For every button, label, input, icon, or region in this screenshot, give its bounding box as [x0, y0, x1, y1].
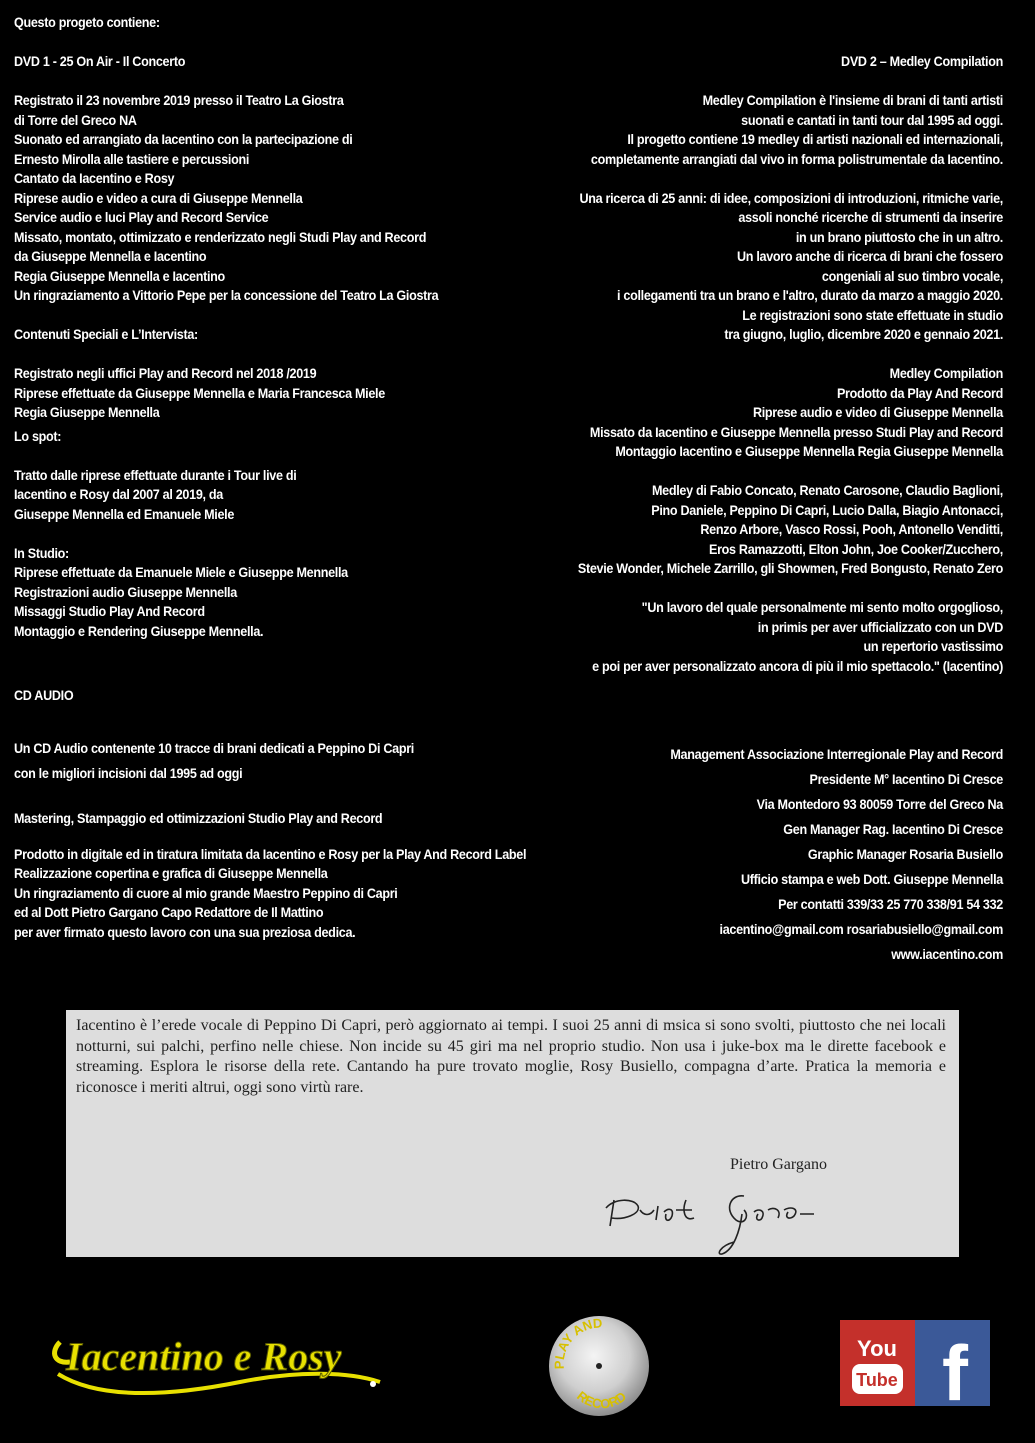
dvd1-line: Registrato il 23 novembre 2019 presso il Teatro La Giostra: [14, 92, 344, 108]
spot-line: Tratto dalle riprese effettuate durante i Tour live di: [14, 466, 297, 483]
quote-line: un repertorio vastissimo: [863, 638, 1003, 654]
record-logo-bottom-text: RECORD: [574, 1388, 630, 1412]
dvd1-line: Riprese audio e video a cura di Giuseppe Mennella: [14, 189, 303, 206]
signature-image: [594, 1180, 894, 1255]
credits-line: per aver firmato questo lavoro con una sua preziosa dedica.: [14, 923, 356, 940]
dvd1-line: Un ringraziamento a Vittorio Pepe per la concessione del Teatro La Giostra: [14, 287, 439, 303]
play-and-record-logo: [546, 1313, 652, 1419]
right-column: [499, 52, 1003, 967]
youtube-icon[interactable]: [840, 1320, 915, 1406]
desc-line: completamente arrangiati dal vivo in forma polistrumentale da Iacentino.: [590, 150, 1003, 167]
brand-text: Iacentino e Rosy: [66, 1334, 342, 1379]
dvd1-title: DVD 1 - 25 On Air - Il Concerto: [14, 53, 186, 69]
dvd1-line: Service audio e luci Play and Record Service: [14, 209, 269, 225]
dvd1-line: da Giuseppe Mennella e Iacentino: [14, 248, 207, 264]
management-line: Graphic Manager Rosaria Busiello: [807, 846, 1003, 862]
intro-heading: Questo progeto contiene:: [14, 14, 160, 30]
artists-line: Stevie Wonder, Michele Zarrillo, gli Showmen, Fred Bongusto, Renato Zero: [577, 560, 1003, 576]
dvd1-line: Cantato da Iacentino e Rosy: [14, 170, 175, 186]
quote-line: in primis per aver ufficializzato con un DVD: [757, 618, 1003, 635]
spot-line: Giuseppe Mennella ed Emanuele Miele: [14, 505, 235, 522]
quote-line: "Un lavoro del quale personalmente mi sento molto orgoglioso,: [641, 599, 1003, 615]
desc-line: Il progetto contiene 19 medley di artisti nazionali ed internazionali,: [627, 131, 1003, 147]
desc-line: Le registrazioni sono state effettuate in studio: [742, 306, 1003, 323]
mastering-line: Mastering, Stampaggio ed ottimizzazioni Studio Play and Record: [14, 809, 383, 826]
desc-line: suonati e cantati in tanti tour dal 1995 ad oggi.: [741, 111, 1003, 128]
record-logo-top-text: PLAY AND: [551, 1315, 603, 1370]
artists-line: Eros Ramazzotti, Elton John, Joe Cooker/Zucchero,: [708, 540, 1003, 557]
management-line: Via Montedoro 93 80059 Torre del Greco Na: [756, 796, 1003, 812]
studio-line: Registrazioni audio Giuseppe Mennella: [14, 583, 237, 600]
credits-line: Un ringraziamento di cuore al mio grande Maestro Peppino di Capri: [14, 884, 398, 901]
quote-line: e poi per aver personalizzato ancora di più il mio spettacolo." (Iacentino): [592, 657, 1003, 674]
management-line: Ufficio stampa e web Dott. Giuseppe Mennella: [741, 871, 1003, 887]
artists-line: Medley di Fabio Concato, Renato Carosone, Claudio Baglioni,: [651, 482, 1003, 498]
cd-audio-title: CD AUDIO: [14, 687, 74, 703]
spot-title: Lo spot:: [14, 427, 62, 444]
contact-phones: Per contatti 339/33 25 770 338/91 54 332: [778, 896, 1003, 912]
clipping-text: Iacentino è l’erede vocale di Peppino Di Capri, però aggiornato ai tempi. I suoi 25 anni di msica si sono svolti, piuttosto che nei locali notturni, sui palchi, perfino nelle chiese. Non incide su 45 giri ma nel proprio studio. Non usa i juke-box ma le dirette facebook e streaming. Esplora le risorse della rete. Cantando ha pure trovato moglie, Rosy Busiello, compagna d’arte. Pratica la memoria e riconosce i meriti altrui, oggi sono virtù rare.: [76, 1017, 946, 1096]
artists-line: Renzo Arbore, Vasco Rossi, Pooh, Antonello Venditti,: [700, 521, 1003, 537]
youtube-bottom-text: Tube: [856, 1370, 898, 1390]
studio-line: Riprese effettuate da Emanuele Miele e Giuseppe Mennella: [14, 564, 348, 580]
credits-line: Realizzazione copertina e grafica di Giuseppe Mennella: [14, 865, 328, 881]
desc-line: in un brano piuttosto che in un altro.: [795, 228, 1003, 245]
website-link[interactable]: www.iacentino.com: [891, 946, 1003, 962]
social-icons: [840, 1320, 990, 1406]
production-line: Medley Compilation: [889, 365, 1003, 381]
newspaper-clipping: [66, 1010, 959, 1257]
special-line: Registrato negli uffici Play and Record nel 2018 /2019: [14, 365, 317, 381]
cd-line: con le migliori incisioni dal 1995 ad oggi: [14, 764, 243, 781]
youtube-top-text: You: [857, 1336, 897, 1361]
dvd1-line: Suonato ed arrangiato da Iacentino con la partecipazione di: [14, 131, 353, 147]
desc-line: Medley Compilation è l'insieme di brani di tanti artisti: [702, 92, 1003, 108]
desc-line: Una ricerca di 25 anni: di idee, composizioni di introduzioni, ritmiche varie,: [579, 189, 1003, 206]
studio-line: Montaggio e Rendering Giuseppe Mennella.: [14, 622, 264, 639]
production-line: Prodotto da Play And Record: [836, 384, 1003, 401]
credits-line: ed al Dott Pietro Gargano Capo Redattore de Il Mattino: [14, 904, 324, 920]
studio-line: Missaggi Studio Play And Record: [14, 603, 205, 619]
management-line: Management Associazione Interregionale Play and Record: [670, 746, 1003, 762]
artists-line: Pino Daniele, Peppino Di Capri, Lucio Dalla, Biagio Antonacci,: [651, 501, 1003, 518]
desc-line: i collegamenti tra un brano e l'altro, durato da marzo a maggio 2020.: [617, 287, 1003, 303]
dvd1-line: di Torre del Greco NA: [14, 111, 137, 128]
left-column: [14, 13, 572, 942]
special-contents-title: Contenuti Speciali e L’Intervista:: [14, 326, 198, 342]
desc-line: assoli nonché ricerche di strumenti da inserire: [738, 209, 1003, 225]
management-line: Presidente M° Iacentino Di Cresce: [809, 771, 1003, 787]
credits-line: Prodotto in digitale ed in tiratura limitata da Iacentino e Rosy per la Play And Record Label: [14, 845, 527, 862]
management-block: [499, 742, 1003, 967]
contact-emails[interactable]: iacentino@gmail.com rosariabusiello@gmail.com: [719, 921, 1003, 937]
dvd2-title: DVD 2 – Medley Compilation: [841, 53, 1003, 69]
production-line: Montaggio Iacentino e Giuseppe Mennella Regia Giuseppe Mennella: [615, 443, 1003, 459]
desc-line: [499, 169, 1003, 189]
cd-line: Un CD Audio contenente 10 tracce di brani dedicati a Peppino Di Capri: [14, 739, 414, 756]
management-line: Gen Manager Rag. Iacentino Di Cresce: [783, 821, 1003, 837]
facebook-icon[interactable]: [915, 1320, 990, 1406]
spot-line: Iacentino e Rosy dal 2007 al 2019, da: [14, 486, 223, 502]
desc-line: congeniali al suo timbro vocale,: [821, 267, 1003, 284]
dvd1-line: Regia Giuseppe Mennella e Iacentino: [14, 267, 225, 284]
desc-line: tra giugno, luglio, dicembre 2020 e gennaio 2021.: [724, 326, 1003, 342]
special-line: Regia Giuseppe Mennella: [14, 404, 160, 420]
studio-title: In Studio:: [14, 544, 69, 561]
special-line: Riprese effettuate da Giuseppe Mennella e Maria Francesca Miele: [14, 384, 385, 401]
dvd1-details: [14, 91, 572, 306]
production-line: Riprese audio e video di Giuseppe Mennella: [752, 404, 1003, 420]
desc-line: Un lavoro anche di ricerca di brani che fossero: [737, 248, 1003, 264]
production-line: Missato da Iacentino e Giuseppe Mennella presso Studi Play and Record: [589, 423, 1003, 440]
dvd1-line: Ernesto Mirolla alle tastiere e percussioni: [14, 150, 250, 167]
facebook-letter: f: [942, 1329, 968, 1406]
clipping-author: Pietro Gargano: [730, 1156, 828, 1173]
iacentino-rosy-logo: [40, 1312, 385, 1402]
dvd1-line: Missato, montato, ottimizzato e renderizzato negli Studi Play and Record: [14, 228, 427, 245]
